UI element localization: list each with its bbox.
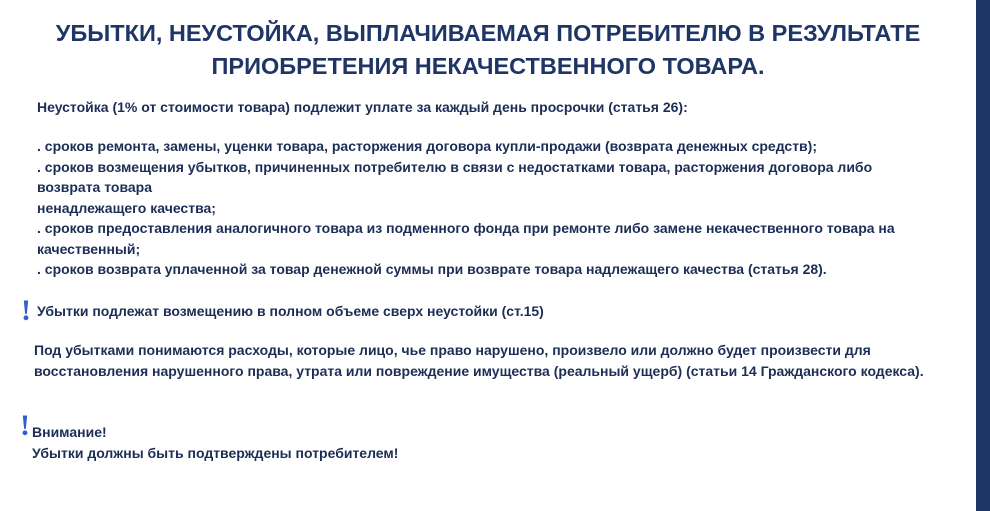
deadline-list (37, 136, 972, 280)
page-title-line-2: ПРИОБРЕТЕНИЯ НЕКАЧЕСТВЕННОГО ТОВАРА. (211, 53, 765, 79)
list-item-continuation: ненадлежащего качества; (37, 199, 216, 216)
page-title (0, 17, 976, 83)
warning-heading: Внимание! (32, 424, 107, 440)
list-item-continuation: возврата товара (37, 179, 152, 195)
exclamation-icon: ! (20, 409, 30, 442)
list-item: . сроков ремонта, замены, уценки товара, расторжения договора купли-продажи (возврата денежных средств); (37, 138, 817, 154)
list-item: . сроков возврата уплаченной за товар денежной суммы при возврате товара надлежащего качества (статья 28). (37, 261, 827, 277)
damages-definition: Под убытками понимаются расходы, которые лицо, чье право нарушено, произвело или должно будет произвести для восстановления нарушенного права, утрата или повреждение имущества (реальный ущерб) (статьи 14 Гражданского кодекса). (34, 342, 924, 379)
penalty-intro: Неустойка (1% от стоимости товара) подлежит уплате за каждый день просрочки (статья 26): (37, 99, 688, 115)
warning-block (32, 422, 398, 463)
list-item-continuation: качественный; (37, 240, 141, 257)
warning-text: Убытки должны быть подтверждены потребителем! (32, 444, 399, 461)
list-item: . сроков возмещения убытков, причиненных потребителю в связи с недостатками товара, расторжения договора либо (37, 158, 873, 175)
list-item: . сроков предоставления аналогичного товара из подменного фонда при ремонте либо замене некачественного товара на (37, 220, 895, 236)
page-title-line-1: УБЫТКИ, НЕУСТОЙКА, ВЫПЛАЧИВАЕМАЯ ПОТРЕБИТЕЛЮ В РЕЗУЛЬТАТЕ (55, 20, 921, 46)
exclamation-icon: ! (21, 294, 31, 327)
right-edge-bar (976, 0, 990, 511)
damages-notice: Убытки подлежат возмещению в полном объеме сверх неустойки (ст.15) (37, 303, 544, 319)
